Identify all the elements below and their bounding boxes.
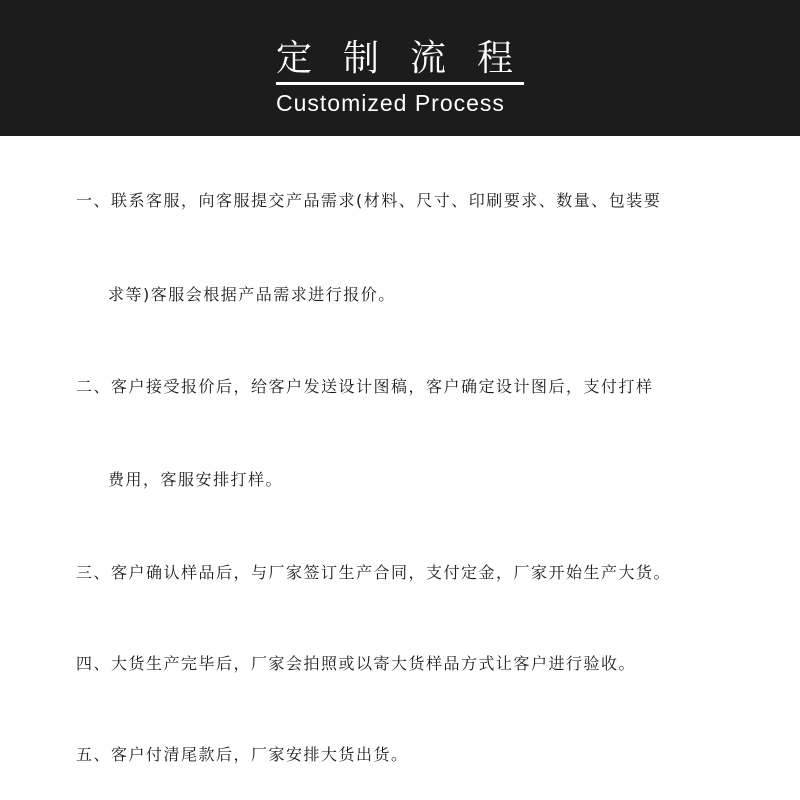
- step-3-line-1: 三、客户确认样品后，与厂家签订生产合同，支付定金，厂家开始生产大货。: [76, 563, 672, 582]
- step-2-line-1: 二、客户接受报价后，给客户发送设计图稿，客户确定设计图后，支付打样: [76, 377, 654, 396]
- step-2-line-2: 费用，客服安排打样。: [108, 470, 284, 489]
- step-1-line-2: 求等)客服会根据产品需求进行报价。: [108, 285, 396, 304]
- page-subtitle: Customized Process: [276, 90, 505, 116]
- header-banner: [0, 0, 800, 136]
- step-4-line-1: 四、大货生产完毕后，厂家会拍照或以寄大货样品方式让客户进行验收。: [76, 654, 637, 673]
- step-1-line-1: 一、联系客服，向客服提交产品需求(材料、尺寸、印刷要求、数量、包装要: [76, 191, 662, 210]
- page-title: 定制流程: [276, 38, 545, 79]
- step-5-line-1: 五、客户付清尾款后，厂家安排大货出货。: [76, 745, 409, 764]
- title-underline: [276, 82, 524, 85]
